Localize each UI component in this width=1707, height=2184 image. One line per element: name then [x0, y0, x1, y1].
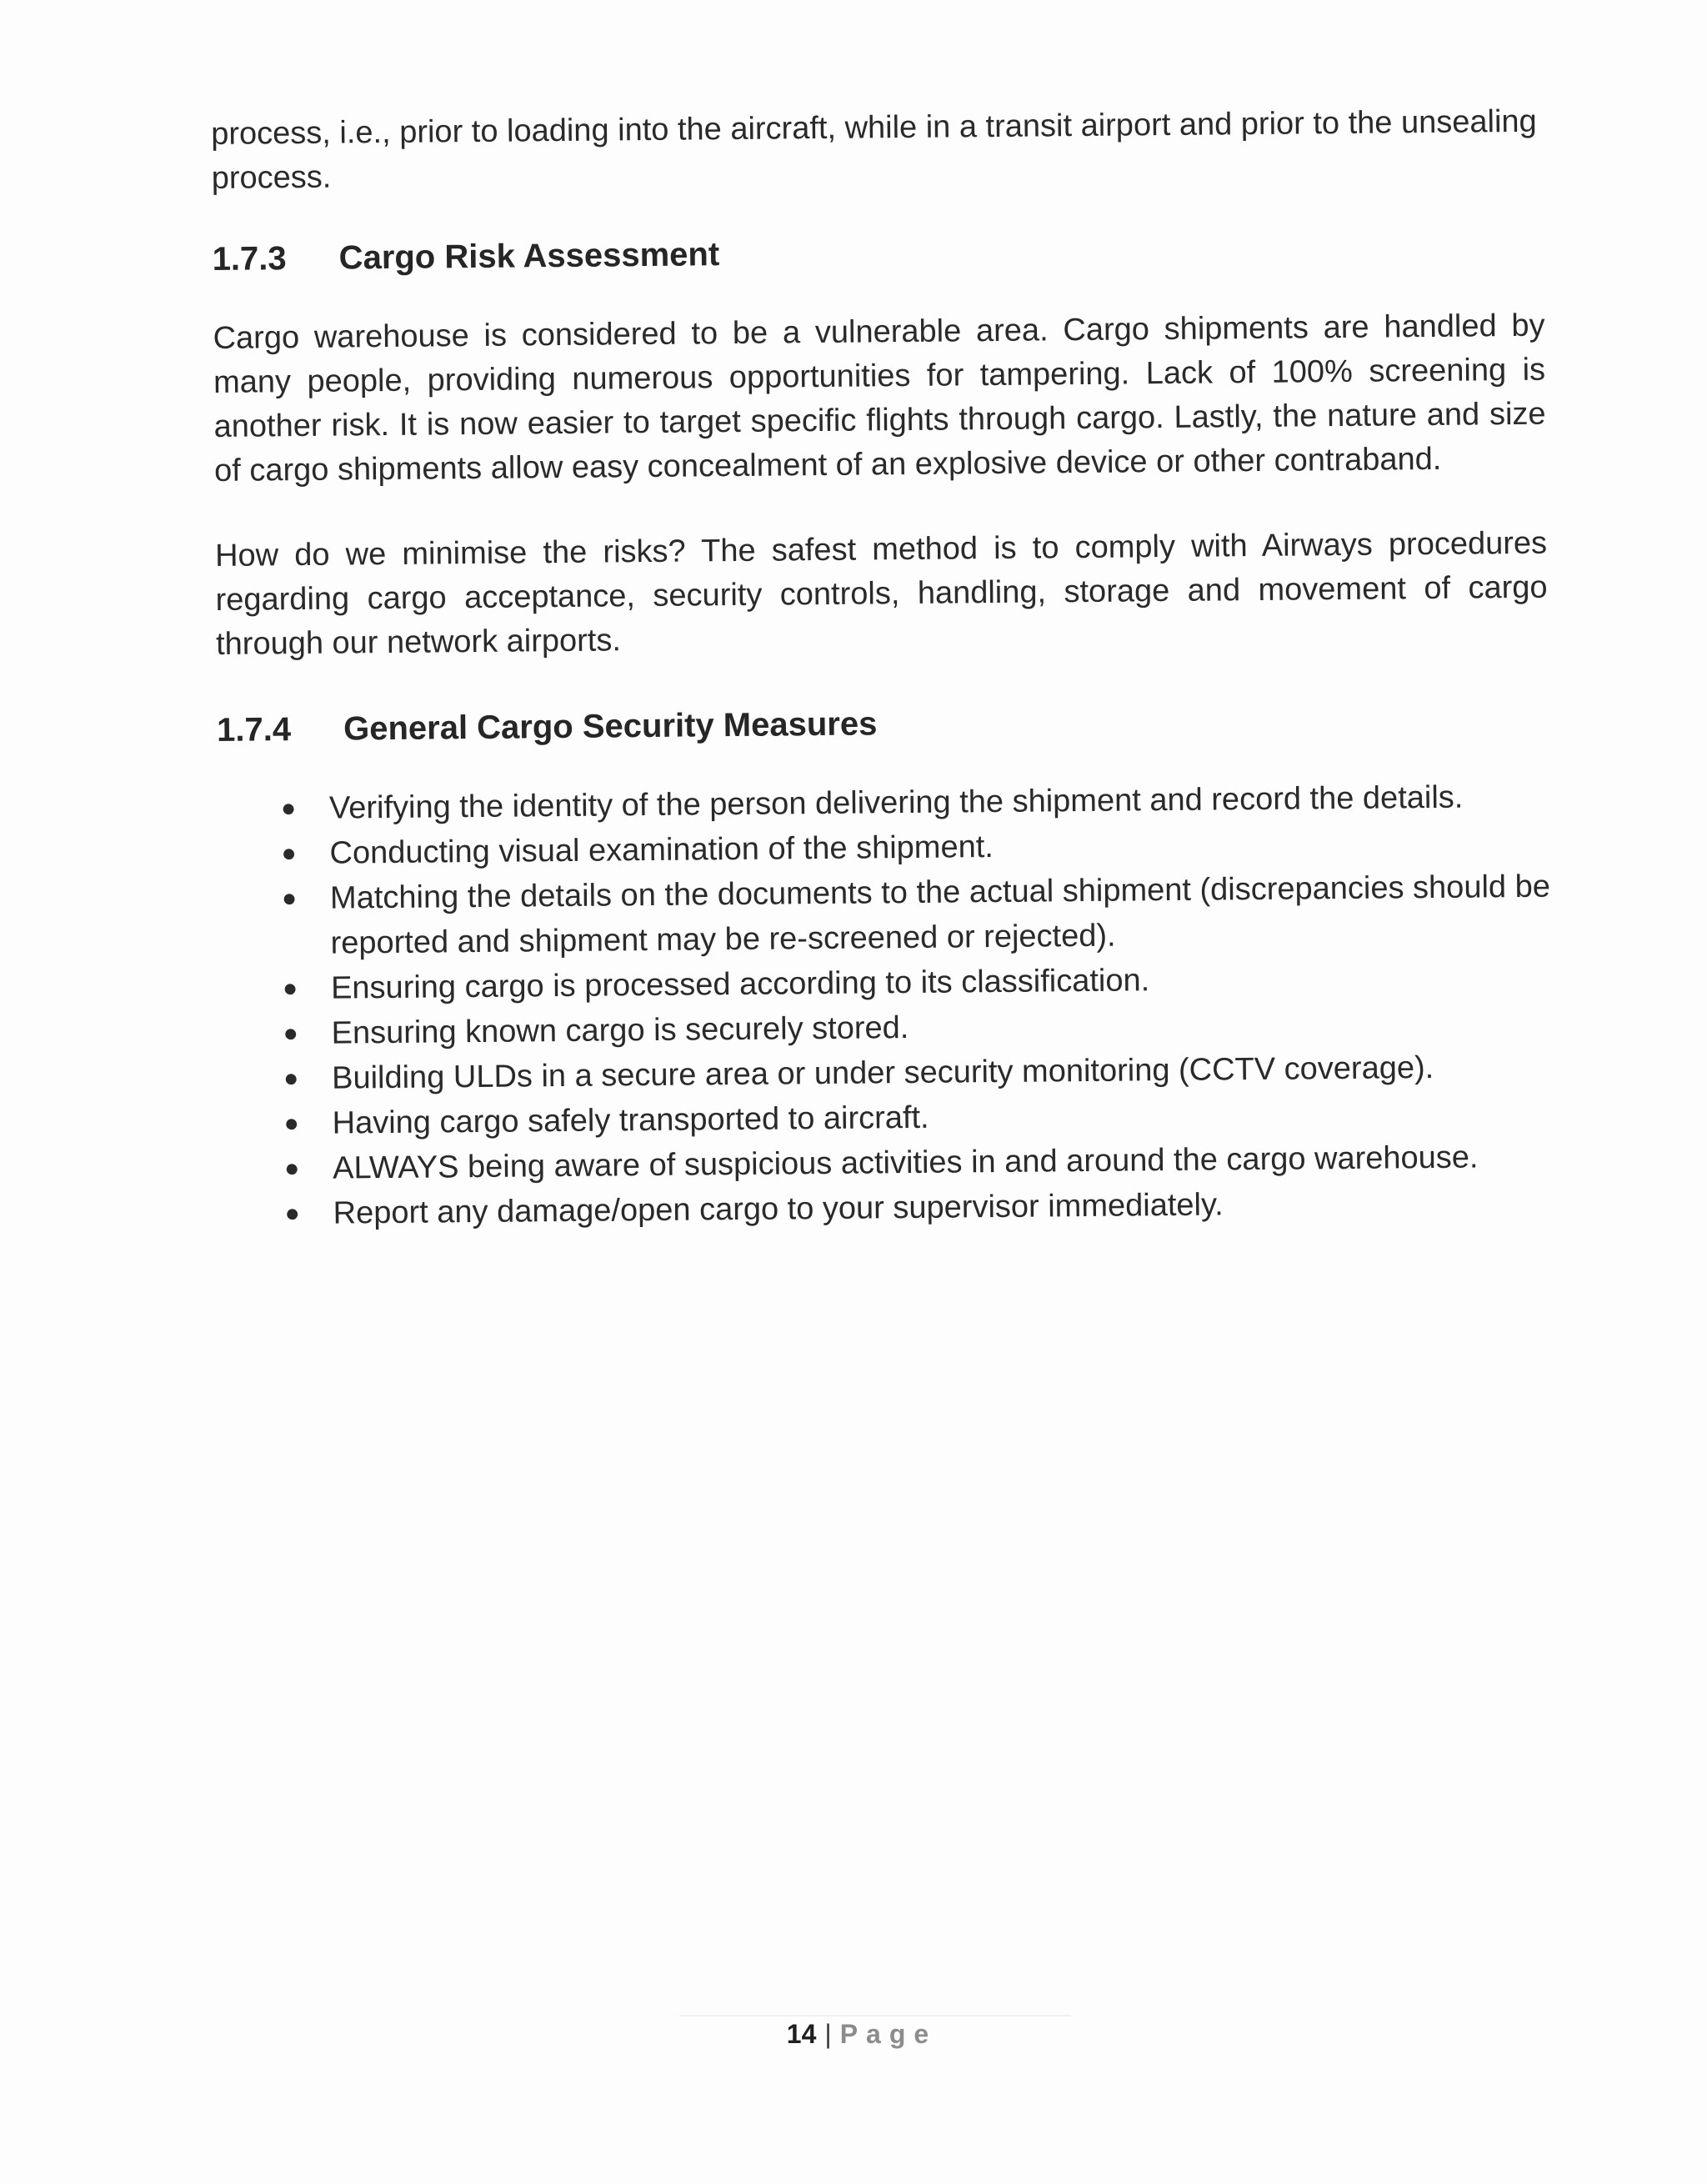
bullet-icon: ●	[284, 1155, 300, 1183]
bullet-icon: ●	[283, 1110, 299, 1138]
bullet-icon: ●	[281, 884, 298, 913]
list-item	[218, 864, 1551, 967]
list-item-text: Building ULDs in a secure area or under security monitoring (CCTV coverage).	[331, 1049, 1434, 1096]
footer-divider	[679, 2015, 1071, 2016]
list-item-text: Having cargo safely transported to aircraft.	[332, 1100, 929, 1141]
page-footer	[0, 2017, 1707, 2051]
list-item-text: Ensuring known cargo is securely stored.	[331, 1010, 909, 1051]
page-word: Page	[839, 2019, 938, 2049]
page-separator: |	[824, 2019, 832, 2049]
risk-paragraph-2: How do we minimise the risks? The safest method is to comply with Airways procedures regarding cargo acceptance, security controls, handling, storage and movement of cargo through our network airports.	[214, 525, 1548, 662]
list-item-text: Verifying the identity of the person delivering the shipment and record the details.	[328, 779, 1464, 826]
section-heading-1-7-4	[217, 697, 1549, 751]
security-measures-list	[218, 774, 1554, 1237]
page-number: 14	[786, 2019, 817, 2049]
section-number: 1.7.4	[216, 711, 292, 749]
list-item-text: ALWAYS being aware of suspicious activities in and around the cargo warehouse.	[332, 1140, 1479, 1186]
bullet-icon: ●	[280, 794, 297, 823]
bullet-icon: ●	[283, 1019, 298, 1048]
list-item-text: Conducting visual examination of the shipment.	[329, 829, 994, 871]
bullet-icon: ●	[283, 1064, 299, 1093]
page-content	[211, 100, 1554, 1237]
section-number: 1.7.3	[212, 240, 287, 278]
bullet-icon: ●	[282, 974, 298, 1003]
risk-paragraph-1: Cargo warehouse is considered to be a vulnerable area. Cargo shipments are handled by many people, providing numerous opportunities for tampering. Lack of 100% screening is another risk. It is now easier to target specific flights through cargo. Lastly, the nature and size of cargo shipments allow easy concealment of an explosive device or other contraband.	[213, 308, 1546, 488]
bullet-icon: ●	[284, 1200, 300, 1228]
bullet-icon: ●	[281, 839, 297, 868]
list-item-text: Matching the details on the documents to the actual shipment (discrepancies should be reported and shipment may be re-screened or rejected).	[329, 869, 1551, 961]
section-title: General Cargo Security Measures	[343, 705, 878, 748]
list-item-text: Report any damage/open cargo to your supervisor immediately.	[333, 1187, 1224, 1231]
list-item-text: Ensuring cargo is processed according to its classification.	[330, 963, 1150, 1006]
section-heading-1-7-3	[212, 226, 1544, 280]
section-title: Cargo Risk Assessment	[338, 236, 720, 277]
page-number-label	[787, 2017, 937, 2051]
intro-paragraph: process, i.e., prior to loading into the aircraft, while in a transit airport and prior to the unsealing process.	[211, 103, 1537, 196]
